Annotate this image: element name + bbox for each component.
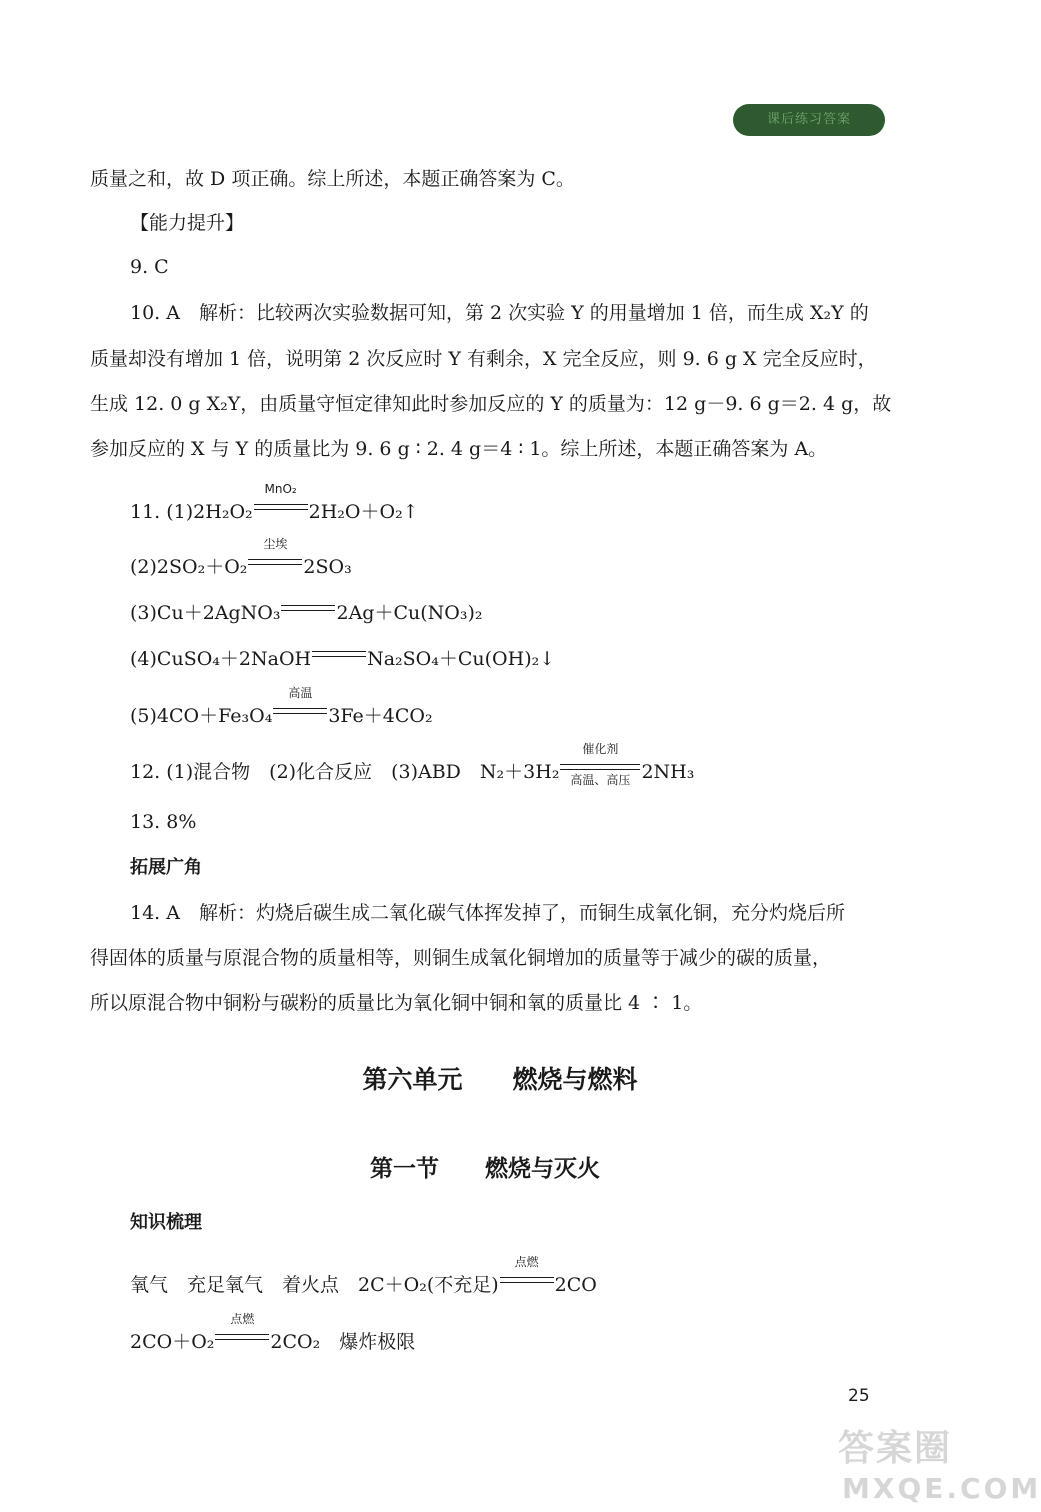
equation-reactants: (5)4CO＋Fe₃O₄ bbox=[130, 705, 273, 727]
reaction-condition bbox=[254, 482, 308, 518]
condition-text-below: 高温、高压 bbox=[570, 773, 631, 787]
condition-text: MnO₂ bbox=[264, 482, 297, 496]
equation-reactants: (3)Cu＋2AgNO₃ bbox=[130, 602, 281, 624]
reaction-sign bbox=[281, 593, 335, 619]
equation-products: 2SO₃ bbox=[303, 556, 352, 578]
chapter-title: 第六单元 燃烧与燃料 bbox=[362, 1065, 638, 1094]
double-line bbox=[312, 651, 366, 657]
section-heading-ability: 【能力提升】 bbox=[130, 212, 245, 234]
page-number: 25 bbox=[848, 1386, 870, 1406]
answer-12 bbox=[130, 742, 900, 787]
double-line bbox=[500, 1277, 554, 1283]
answer-14-line-2: 得固体的质量与原混合物的质量相等，则铜生成氧化铜增加的质量等于减少的碳的质量， bbox=[90, 947, 832, 969]
equation-11-1 bbox=[130, 482, 900, 525]
section-title: 第一节 燃烧与灭火 bbox=[370, 1156, 600, 1182]
reaction-condition bbox=[248, 537, 302, 573]
equation-reactants: 11. (1)2H₂O₂ bbox=[130, 501, 253, 523]
answer-10-line-3: 生成 12. 0 g X₂Y，由质量守恒定律知此时参加反应的 Y 的质量为：12 g－9. 6 g＝2. 4 g，故 bbox=[90, 393, 892, 415]
knowledge-row-1 bbox=[130, 1255, 900, 1298]
double-line bbox=[248, 559, 302, 565]
condition-text: 点燃 bbox=[514, 1255, 539, 1269]
equation-products: 2CO₂ 爆炸极限 bbox=[270, 1331, 416, 1353]
knowledge-text: 2CO＋O₂ bbox=[130, 1331, 215, 1353]
reaction-condition bbox=[273, 686, 327, 722]
equation-products: 2NH₃ bbox=[641, 761, 695, 783]
answer-14-line-3: 所以原混合物中铜粉与碳粉的质量比为氧化铜中铜和氧的质量比 4 ∶ 1。 bbox=[90, 992, 703, 1014]
equation-products: Na₂SO₄＋Cu(OH)₂↓ bbox=[367, 648, 556, 670]
answer-10-line-4: 参加反应的 X 与 Y 的质量比为 9. 6 g ∶ 2. 4 g＝4 ∶ 1。综上所述，本题正确答案为 A。 bbox=[90, 438, 828, 460]
knowledge-text: 氧气 充足氧气 着火点 2C＋O₂(不充足) bbox=[130, 1274, 499, 1296]
condition-text: 高温 bbox=[288, 686, 313, 700]
double-line bbox=[281, 605, 335, 611]
equation-reactants: (2)2SO₂＋O₂ bbox=[130, 556, 248, 578]
watermark-text: 答案圈 bbox=[838, 1428, 953, 1469]
equation-products: 2Ag＋Cu(NO₃)₂ bbox=[336, 602, 483, 624]
double-line bbox=[215, 1334, 269, 1340]
equation-11-3 bbox=[130, 593, 900, 626]
double-line bbox=[560, 764, 640, 770]
text-line: 质量之和，故 D 项正确。综上所述，本题正确答案为 C。 bbox=[90, 168, 575, 190]
watermark-logo bbox=[838, 1420, 1041, 1512]
answer-10-line-1: 10. A 解析：比较两次实验数据可知，第 2 次实验 Y 的用量增加 1 倍，而生成 X₂Y 的 bbox=[130, 302, 869, 324]
reaction-condition bbox=[215, 1312, 269, 1348]
equation-reactants: (4)CuSO₄＋2NaOH bbox=[130, 648, 312, 670]
answer-12-text: 12. (1)混合物 (2)化合反应 (3)ABD N₂＋3H₂ bbox=[130, 761, 560, 783]
reaction-condition bbox=[500, 1255, 554, 1291]
condition-text: 点燃 bbox=[230, 1312, 255, 1326]
double-line bbox=[273, 708, 327, 714]
knowledge-row-2 bbox=[130, 1312, 900, 1355]
watermark-url: MXQE.COM bbox=[842, 1472, 1041, 1505]
section-heading-expand: 拓展广角 bbox=[130, 857, 202, 878]
header-badge: 课后练习答案 bbox=[733, 104, 885, 136]
reaction-sign bbox=[312, 639, 366, 665]
answer-9: 9. C bbox=[130, 256, 169, 278]
equation-11-5 bbox=[130, 686, 900, 729]
answer-10-line-2: 质量却没有增加 1 倍，说明第 2 次反应时 Y 有剩余，X 完全反应，则 9. 6 g X 完全反应时， bbox=[90, 348, 877, 370]
answer-13: 13. 8% bbox=[130, 811, 197, 833]
equation-11-2 bbox=[130, 537, 900, 580]
answer-14-line-1: 14. A 解析：灼烧后碳生成二氧化碳气体挥发掉了，而铜生成氧化铜，充分灼烧后所 bbox=[130, 902, 845, 924]
equation-11-4 bbox=[130, 639, 900, 672]
equation-products: 2H₂O＋O₂↑ bbox=[308, 501, 419, 523]
reaction-condition bbox=[560, 742, 640, 787]
knowledge-heading: 知识梳理 bbox=[130, 1212, 202, 1233]
condition-text: 尘埃 bbox=[263, 537, 288, 551]
condition-text-above: 催化剂 bbox=[582, 742, 619, 756]
double-line bbox=[254, 504, 308, 510]
equation-products: 2CO bbox=[554, 1274, 597, 1296]
equation-products: 3Fe＋4CO₂ bbox=[328, 705, 433, 727]
